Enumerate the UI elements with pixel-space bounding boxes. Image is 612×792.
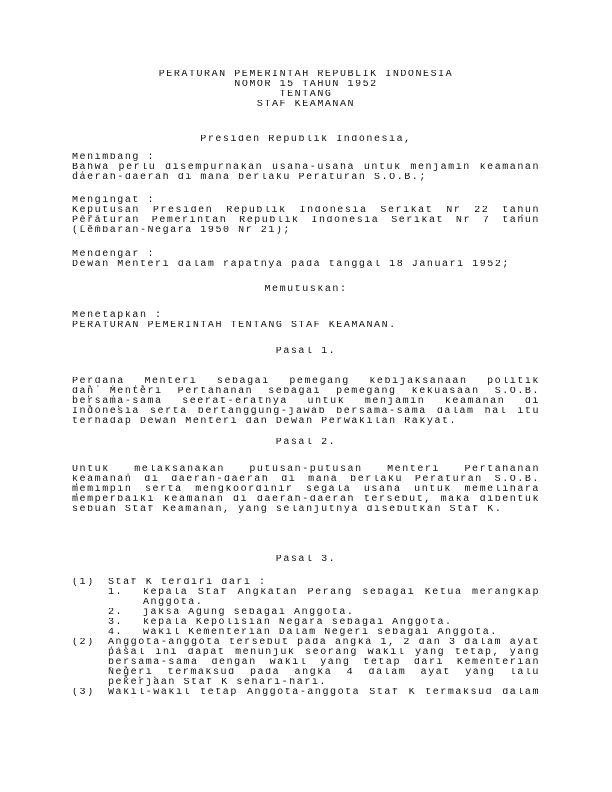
menetapkan-section bbox=[72, 311, 540, 331]
paragraph-line: keamanan di daerah-daerah di mana berlaku Peraturan S.O.B. bbox=[72, 475, 540, 485]
list-number: (3) bbox=[72, 688, 95, 698]
pasal-3-list bbox=[72, 578, 540, 698]
list-text: Negeri termaksud pada angka 4 dalam ayat yang lalu bbox=[108, 668, 540, 678]
paragraph-line: sebuah Staf Keamanan, yang selanjutnya disebutkan Staf K. bbox=[72, 505, 503, 515]
list-number: 4. bbox=[108, 628, 124, 638]
paragraph-line: (Lembaran-Negara 1950 Nr 21); bbox=[72, 226, 291, 236]
pasal-1-heading bbox=[72, 347, 540, 357]
list-text: jaksa Agung sebagai Anggota. bbox=[143, 608, 355, 618]
title-line: PERATURAN PEMERINTAH REPUBLIK INDONESIA bbox=[158, 70, 454, 80]
menimbang-section bbox=[72, 153, 540, 183]
list-item bbox=[72, 668, 540, 678]
paragraph-line: bersama-sama seerat-eratnya untuk menjamin keamanan di bbox=[72, 397, 540, 407]
list-item bbox=[72, 688, 540, 698]
memutuskan-text: Memutuskan: bbox=[264, 285, 348, 295]
pasal-1-body bbox=[72, 377, 540, 427]
title-line: TENTANG bbox=[279, 90, 333, 100]
document-title bbox=[72, 70, 540, 110]
paragraph-line: dan Menteri Pertahanan sebagai pemegang kekuasaan S.O.B. bbox=[72, 387, 540, 397]
section-label: Mengingat : bbox=[72, 196, 156, 206]
list-item bbox=[72, 658, 540, 668]
list-text: Staf K terdiri dari : bbox=[108, 578, 267, 588]
list-text: kepala Staf Angkatan Perang sebagai Ketua merangkap bbox=[143, 588, 540, 598]
list-number: 1. bbox=[108, 588, 124, 598]
list-number: (2) bbox=[72, 638, 95, 648]
mengingat-section bbox=[72, 196, 540, 236]
president-text: Presiden Republik Indonesia, bbox=[200, 135, 412, 145]
paragraph-line: Keputusan Presiden Republik Indonesia Serikat Nr 22 tahun bbox=[72, 206, 540, 216]
list-item bbox=[72, 678, 540, 688]
pasal-heading-text: Pasal 2. bbox=[275, 438, 337, 448]
pasal-2-body bbox=[72, 465, 540, 515]
paragraph-line: memperbaiki keamanan di daerah-daerah tersebut, maka dibentuk bbox=[72, 495, 540, 505]
list-text: pekerjaan Staf K sehari-hari. bbox=[108, 678, 327, 688]
pasal-heading-text: Pasal 3. bbox=[275, 555, 337, 565]
list-number: 3. bbox=[108, 618, 124, 628]
list-text: wakil Kementerian Dalam Negeri sebagai Anggota. bbox=[143, 628, 498, 638]
section-label: Menimbang : bbox=[72, 153, 156, 163]
paragraph-line: Indonesia serta bertanggung-jawab bersama-sama dalam hal itu bbox=[72, 407, 540, 417]
list-item bbox=[72, 618, 540, 628]
list-text: pasal ini dapat menunjuk seorang wakil yang tetap, yang bbox=[108, 648, 540, 658]
list-item bbox=[72, 648, 540, 658]
mendengar-section bbox=[72, 250, 540, 270]
president-line bbox=[72, 135, 540, 145]
list-text: Anggota. bbox=[143, 598, 204, 608]
list-item bbox=[72, 608, 540, 618]
pasal-2-heading bbox=[72, 438, 540, 448]
paragraph-line: PERATURAN PEMERINTAH TENTANG STAF KEAMANAN. bbox=[72, 321, 397, 331]
list-item bbox=[72, 598, 540, 608]
paragraph-line: daerah-daerah di mana berlaku Peraturan S.O.B.; bbox=[72, 173, 427, 183]
section-label: Menetapkan : bbox=[72, 311, 163, 321]
list-item bbox=[72, 578, 540, 588]
list-text: kepala Kepolisian Negara sebagai Anggota. bbox=[143, 618, 453, 628]
paragraph-line: Untuk melaksanakan putusan-putusan Menteri Pertahanan bbox=[72, 465, 540, 475]
list-text: bersama-sama dengan wakil yang tetap dari Kementerian bbox=[108, 658, 540, 668]
list-item bbox=[72, 638, 540, 648]
list-text: Wakil-wakil tetap Anggota-anggota Staf K termaksud dalam bbox=[108, 688, 540, 698]
list-number: 2. bbox=[108, 608, 124, 618]
paragraph-line: terhadap Dewan Menteri dan Dewan Perwakilan Rakyat. bbox=[72, 417, 458, 427]
paragraph-line: memimpin serta mengkoordinir segala usaha untuk memelihara bbox=[72, 485, 540, 495]
list-text: Anggota-anggota tersebut pada angka 1, 2 dan 3 dalam ayat bbox=[108, 638, 540, 648]
paragraph-line: Perdana Menteri sebagai pemegang kebijaksanaan politik bbox=[72, 377, 540, 387]
paragraph-line: Peraturan Pemerintah Republik Indonesia Serikat Nr 7 tahun bbox=[72, 216, 540, 226]
list-number: (1) bbox=[72, 578, 95, 588]
paragraph-line: Dewan Menteri dalam rapatnya pada tanggal 18 Januari 1952; bbox=[72, 260, 510, 270]
section-label: Mendengar : bbox=[72, 250, 156, 260]
title-line: STAF KEAMANAN bbox=[256, 100, 356, 110]
list-item bbox=[72, 588, 540, 598]
list-item bbox=[72, 628, 540, 638]
title-line: NOMOR 15 TAHUN 1952 bbox=[234, 80, 378, 90]
pasal-3-heading bbox=[72, 555, 540, 565]
paragraph-line: Bahwa perlu disempurnakan usaha-usaha untuk menjamin keamanan bbox=[72, 163, 540, 173]
pasal-heading-text: Pasal 1. bbox=[275, 347, 337, 357]
memutuskan-heading bbox=[72, 285, 540, 295]
